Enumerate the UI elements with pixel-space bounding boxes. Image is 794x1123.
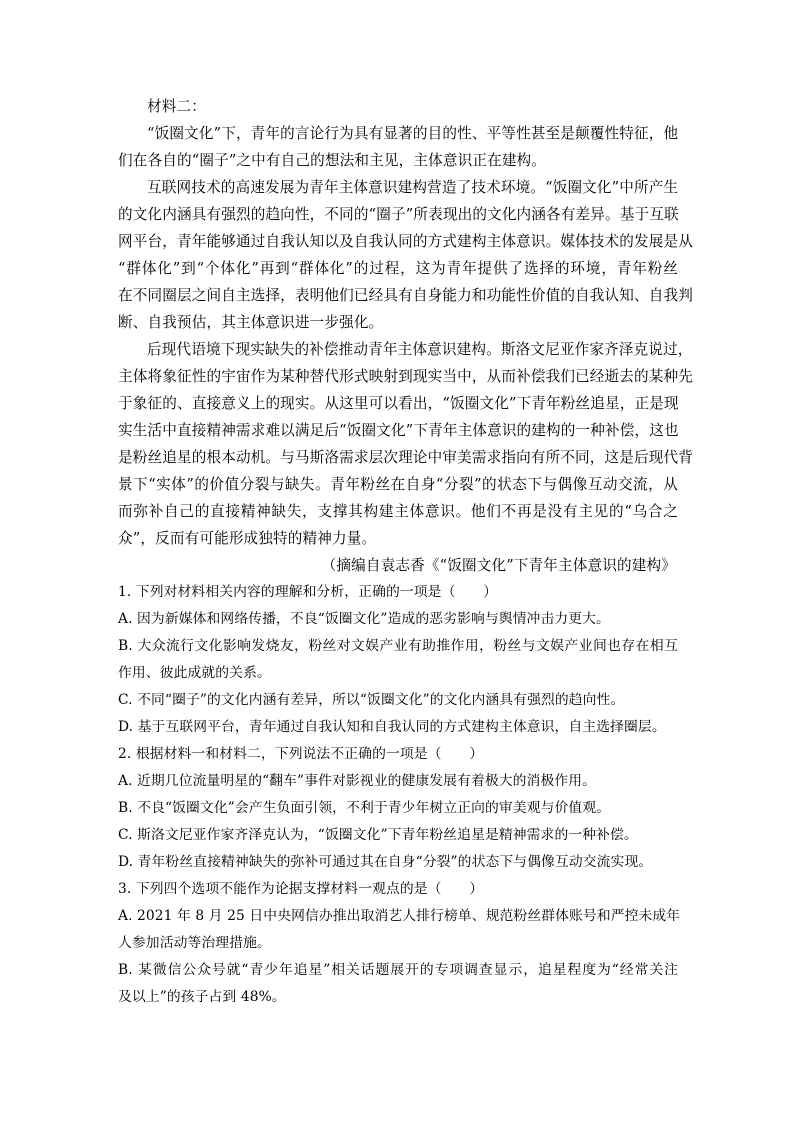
option-d: D. 青年粉丝直接精神缺失的弥补可通过其在自身“分裂”的状态下与偶像互动交流实现。 (118, 854, 653, 870)
option-a-continued: 人参加活动等治理措施。 (118, 935, 271, 951)
material-heading: 材料二： (147, 98, 206, 115)
question-stem: 2. 根据材料一和材料二，下列说法不正确的一项是（ ） (118, 746, 484, 762)
document-page (118, 93, 694, 1011)
option-b: B. 某微信公众号就“青少年追星”相关话题展开的专项调查显示，追星程度为“经常关注 (118, 962, 678, 978)
option-a: A. 2021 年 8 月 25 日中央网信办推出取消艺人排行榜单、规范粉丝群体账号和严控未成年 (118, 908, 681, 924)
option-c: C. 斯洛文尼亚作家齐泽克认为，“饭圈文化”下青年粉丝追星是精神需求的一种补偿。 (118, 827, 638, 843)
text-line: 后现代语境下现实缺失的补偿推动青年主体意识建构。斯洛文尼亚作家齐泽克说过， (147, 341, 693, 358)
question-3 (118, 876, 681, 1011)
option-d: D. 基于互联网平台，青年通过自我认知和自我认同的方式建构主体意识，自主选择圈层。 (118, 719, 666, 735)
option-b-continued: 及以上”的孩子占到 48%。 (118, 989, 286, 1005)
text-line: “群体化”到“个体化”再到“群体化”的过程，这为青年提供了选择的环境，青年粉丝 (118, 260, 678, 277)
question-stem: 3. 下列四个选项不能作为论据支撑材料一观点的是（ ） (118, 881, 484, 897)
text-line: 而弥补自己的直接精神缺失，支撑其构建主体意识。他们不再是没有主见的“乌合之 (118, 503, 678, 520)
option-a: A. 因为新媒体和网络传播，不良“饭圈文化”造成的恶劣影响与舆情冲击力更大。 (118, 611, 610, 627)
paragraph-1 (118, 120, 678, 174)
option-c: C. 不同“圈子”的文化内涵有差异，所以“饭圈文化”的文化内涵具有强烈的趋向性。 (118, 692, 625, 708)
option-a: A. 近期几位流量明星的“翻车”事件对影视业的健康发展有着极大的消极作用。 (118, 773, 597, 789)
paragraph-2 (118, 174, 694, 336)
text-line: 的文化内涵具有强烈的趋向性，不同的“圈子”所表现出的文化内涵各有差异。基于互联 (118, 206, 679, 223)
option-b: B. 不良“饭圈文化”会产生负面引领，不利于青少年树立正向的审美观与价值观。 (118, 800, 611, 816)
text-line: 景下“实体”的价值分裂与缺失。青年粉丝在自身“分裂”的状态下与偶像互动交流，从 (118, 476, 678, 493)
option-b: B. 大众流行文化影响发烧友，粉丝对文娱产业有助推作用，粉丝与文娱产业间也存在相互 (118, 638, 678, 654)
text-line: 于象征的、直接意义上的现实。从这里可以看出，“饭圈文化”下青年粉丝追星，正是现 (118, 395, 679, 412)
text-line: “饭圈文化”下，青年的言论行为具有显著的目的性、平等性甚至是颠覆性特征，他 (147, 125, 679, 142)
paragraph-3 (118, 336, 694, 552)
source-citation: （摘编自袁志香《“饭圈文化”下青年主体意识的建构》 (321, 557, 676, 574)
question-2 (118, 741, 678, 876)
option-b-continued: 作用、彼此成就的关系。 (118, 665, 271, 681)
text-line: 断、自我预估，其主体意识进一步强化。 (118, 314, 384, 331)
question-1 (118, 579, 678, 741)
text-line: 实生活中直接精神需求难以满足后“饭圈文化”下青年主体意识的建构的一种补偿，这也 (118, 422, 679, 439)
text-line: 在不同圈层之间自主选择，表明他们已经具有自身能力和功能性价值的自我认知、自我判 (118, 287, 694, 304)
text-line: 们在各自的“圈子”之中有自己的想法和主见，主体意识正在建构。 (118, 152, 547, 169)
text-line: 众”，反而有可能形成独特的精神力量。 (118, 530, 377, 547)
text-line: 是粉丝追星的根本动机。与马斯洛需求层次理论中审美需求指向有所不同，这是后现代背 (118, 449, 694, 466)
text-line: 主体将象征性的宇宙作为某种替代形式映射到现实当中，从而补偿我们已经逝去的某种先 (118, 368, 694, 385)
text-line: 互联网技术的高速发展为青年主体意识建构营造了技术环境。“饭圈文化”中所产生 (147, 179, 679, 196)
text-line: 网平台，青年能够通过自我认知以及自我认同的方式建构主体意识。媒体技术的发展是从 (118, 233, 694, 250)
question-stem: 1. 下列对材料相关内容的理解和分析，正确的一项是（ ） (118, 584, 498, 600)
